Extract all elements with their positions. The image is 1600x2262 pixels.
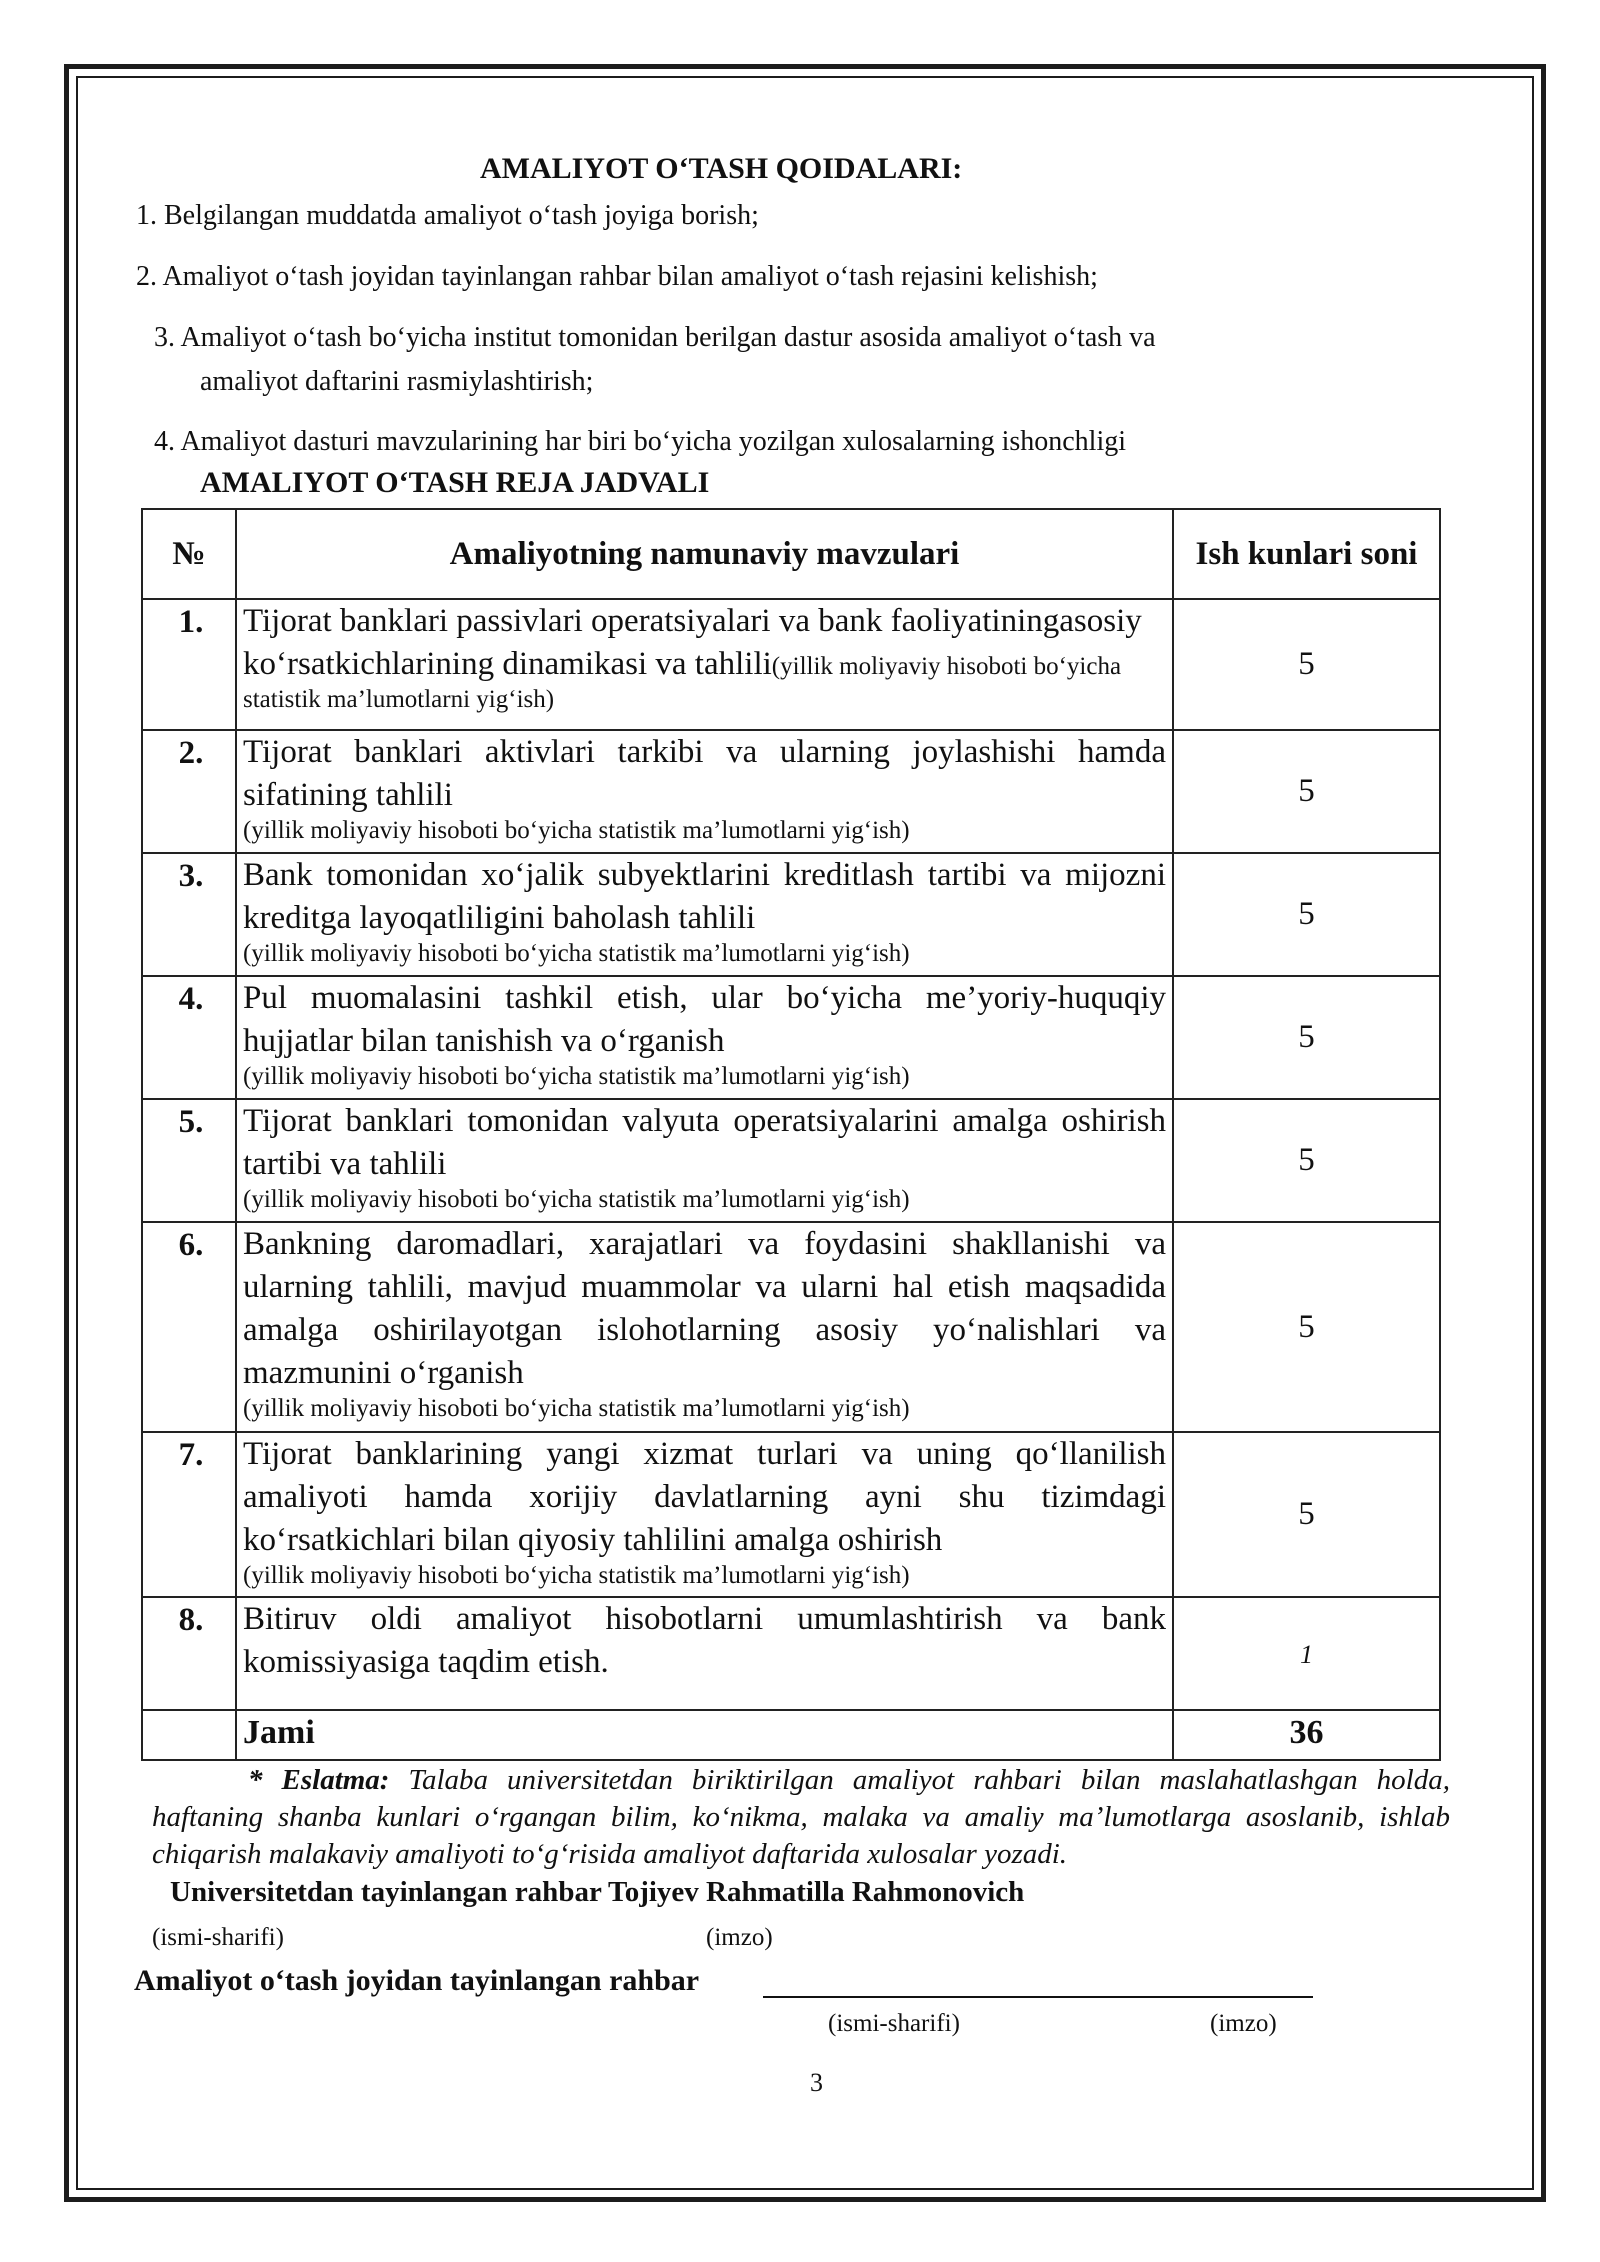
name-caption: (ismi-sharifi) bbox=[152, 1924, 284, 1951]
row-days: 5 bbox=[1173, 1222, 1440, 1432]
row-number: 5. bbox=[142, 1099, 236, 1222]
row-number: 2. bbox=[142, 730, 236, 853]
row-topic: Tijorat banklari aktivlari tarkibi va ularning joylashishi hamda sifatining tahlili bbox=[243, 734, 1166, 813]
total-empty-cell bbox=[142, 1710, 236, 1760]
rule-item-1: 1. Belgilangan muddatda amaliyot o‘tash joyiga borish; bbox=[136, 200, 759, 231]
table-row bbox=[142, 853, 1440, 976]
row-days: 5 bbox=[1173, 1432, 1440, 1597]
row-topic: Tijorat banklari tomonidan valyuta operatsiyalarini amalga oshirish tartibi va tahlili bbox=[243, 1103, 1166, 1182]
row-note: (yillik moliyaviy hisoboti bo‘yicha statistik ma’lumotlarni yig‘ish) bbox=[243, 1395, 910, 1422]
row-topic-cell bbox=[236, 1597, 1173, 1710]
table-total-row bbox=[142, 1710, 1440, 1760]
rule-item-4: 4. Amaliyot dasturi mavzularining har biri bo‘yicha yozilgan xulosalarning ishonchligi bbox=[154, 426, 1127, 457]
signature-caption: (imzo) bbox=[1210, 2010, 1277, 2037]
row-note: (yillik moliyaviy hisoboti bo‘yicha statistik ma’lumotlarni yig‘ish) bbox=[243, 1063, 910, 1090]
header-days: Ish kunlari soni bbox=[1173, 509, 1440, 599]
total-label: Jami bbox=[236, 1710, 1173, 1760]
row-topic: Tijorat banklari passivlari operatsiyalari va bank faoliyatiningasosiy ko‘rsatkichlarining dinamikasi va tahlili bbox=[243, 603, 1142, 682]
signature-underline bbox=[763, 1996, 1313, 1998]
row-note: (yillik moliyaviy hisoboti bo‘yicha statistik ma’lumotlarni yig‘ish) bbox=[243, 817, 910, 844]
table-row bbox=[142, 599, 1440, 730]
row-days: 5 bbox=[1173, 1099, 1440, 1222]
row-number: 3. bbox=[142, 853, 236, 976]
row-topic-cell bbox=[236, 1222, 1173, 1432]
rule-item-2: 2. Amaliyot o‘tash joyidan tayinlangan rahbar bilan amaliyot o‘tash rejasini kelishish; bbox=[136, 261, 1098, 292]
row-topic: Pul muomalasini tashkil etish, ular bo‘yicha me’yoriy-huquqiy hujjatlar bilan tanishish va o‘rganish bbox=[243, 980, 1166, 1059]
note-paragraph bbox=[152, 1762, 1450, 1873]
table-row bbox=[142, 976, 1440, 1099]
row-topic-cell bbox=[236, 1432, 1173, 1597]
row-note: (yillik moliyaviy hisoboti bo‘yicha statistik ma’lumotlarni yig‘ish) bbox=[243, 653, 1122, 713]
header-topic: Amaliyotning namunaviy mavzulari bbox=[236, 509, 1173, 599]
workplace-supervisor-line: Amaliyot o‘tash joyidan tayinlangan rahbar bbox=[134, 1964, 700, 1997]
row-note: (yillik moliyaviy hisoboti bo‘yicha statistik ma’lumotlarni yig‘ish) bbox=[243, 1562, 910, 1589]
row-days: 5 bbox=[1173, 730, 1440, 853]
row-days: 5 bbox=[1173, 853, 1440, 976]
row-topic-cell bbox=[236, 1099, 1173, 1222]
table-row bbox=[142, 1222, 1440, 1432]
row-topic: Tijorat banklarining yangi xizmat turlari va uning qo‘llanilish amaliyoti hamda xorijiy davlatlarning ayni shu tizimdagi ko‘rsatkichlari bilan qiyosiy tahlilini amalga oshirish bbox=[243, 1436, 1166, 1558]
university-supervisor-line: Universitetdan tayinlangan rahbar Tojiyev Rahmatilla Rahmonovich bbox=[170, 1876, 1025, 1908]
rules-title: AMALIYOT O‘TASH QOIDALARI: bbox=[480, 152, 963, 185]
row-days: 5 bbox=[1173, 599, 1440, 730]
row-number: 6. bbox=[142, 1222, 236, 1432]
plan-table bbox=[141, 508, 1441, 1761]
row-days: 5 bbox=[1173, 976, 1440, 1099]
row-days-cell bbox=[1173, 1597, 1440, 1710]
name-caption: (ismi-sharifi) bbox=[828, 2010, 960, 2037]
row-number: 8. bbox=[142, 1597, 236, 1710]
row-topic: Bank tomonidan xo‘jalik subyektlarini kreditlash tartibi va mijozni kreditga layoqatliligini baholash tahlili bbox=[243, 857, 1166, 936]
row-note: (yillik moliyaviy hisoboti bo‘yicha statistik ma’lumotlarni yig‘ish) bbox=[243, 1186, 910, 1213]
row-topic: Bitiruv oldi amaliyot hisobotlarni umumlashtirish va bank komissiyasiga taqdim etish. bbox=[243, 1601, 1166, 1680]
plan-table-title: AMALIYOT O‘TASH REJA JADVALI bbox=[200, 466, 710, 499]
row-note: (yillik moliyaviy hisoboti bo‘yicha statistik ma’lumotlarni yig‘ish) bbox=[243, 940, 910, 967]
signature-caption: (imzo) bbox=[706, 1924, 773, 1951]
row-days: 1 bbox=[1300, 1640, 1313, 1669]
row-number: 1. bbox=[142, 599, 236, 730]
row-topic-cell bbox=[236, 853, 1173, 976]
row-number: 7. bbox=[142, 1432, 236, 1597]
row-number: 4. bbox=[142, 976, 236, 1099]
row-topic: Bankning daromadlari, xarajatlari va foydasini shakllanishi va ularning tahlili, mavjud muammolar va ularni hal etish maqsadida amalga oshirilayotgan islohotlarning asosiy yo‘nalishlari va mazmunini o‘rganish bbox=[243, 1226, 1166, 1391]
table-header-row bbox=[142, 509, 1440, 599]
note-prefix: * Eslatma: bbox=[248, 1764, 390, 1796]
page-number: 3 bbox=[810, 2068, 823, 2097]
table-row bbox=[142, 1099, 1440, 1222]
row-topic-cell bbox=[236, 599, 1173, 730]
rule-item-3: 3. Amaliyot o‘tash bo‘yicha institut tomonidan berilgan dastur asosida amaliyot o‘tash va bbox=[154, 322, 1156, 353]
table-row bbox=[142, 1432, 1440, 1597]
table-row bbox=[142, 1597, 1440, 1710]
header-num: № bbox=[142, 509, 236, 599]
table-row bbox=[142, 730, 1440, 853]
row-topic-cell bbox=[236, 730, 1173, 853]
rule-item-3-cont: amaliyot daftarini rasmiylashtirish; bbox=[200, 366, 594, 397]
total-value: 36 bbox=[1173, 1710, 1440, 1760]
row-topic-cell bbox=[236, 976, 1173, 1099]
note-text: Talaba universitetdan biriktirilgan amaliyot rahbari bilan maslahatlashgan holda, haftaning shanba kunlari o‘rgangan bilim, ko‘nikma, malaka va amaliy ma’lumotlarga asoslanib, ishlab chiqarish malakaviy amaliyoti to‘g‘risida amaliyot daftarida xulosalar yozadi. bbox=[152, 1764, 1450, 1870]
